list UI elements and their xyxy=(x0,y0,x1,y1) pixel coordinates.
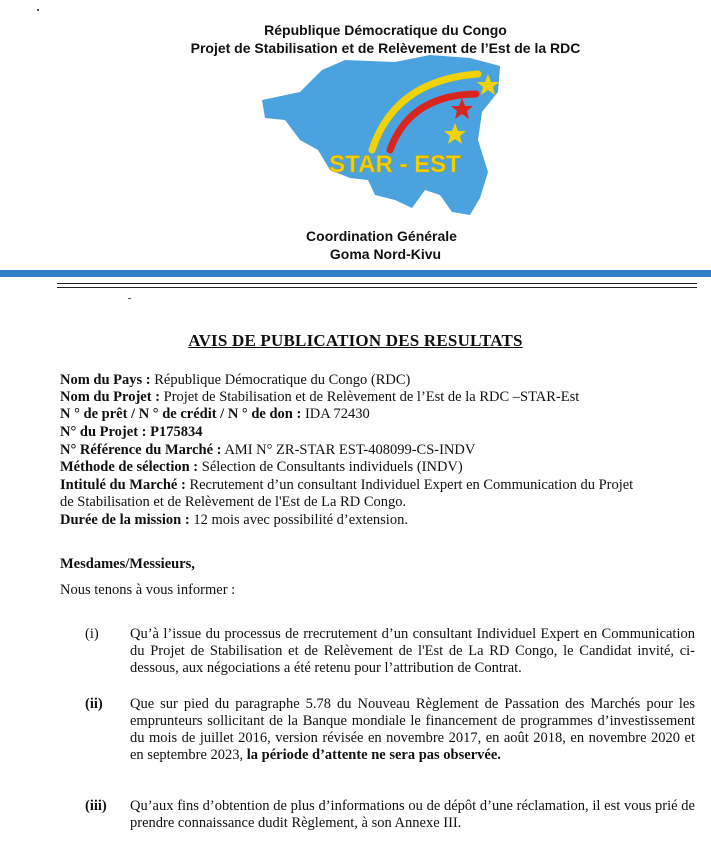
meta-label: N ° de prêt / N ° de crédit / N ° de don : xyxy=(60,406,302,422)
meta-value: Recrutement d’un consultant Individuel Expert en Communication du Projet xyxy=(185,477,634,493)
meta-line xyxy=(60,512,408,529)
salutation: Mesdames/Messieurs, xyxy=(60,556,195,572)
scan-speck xyxy=(128,298,131,299)
item-text xyxy=(130,696,695,764)
header-project: Projet de Stabilisation et de Relèvement de l’Est de la RDC xyxy=(190,40,581,56)
meta-line xyxy=(60,477,633,494)
meta-value: de Stabilisation et de Relèvement de l'Est de La RD Congo. xyxy=(60,494,407,510)
header-country: République Démocratique du Congo xyxy=(264,22,507,38)
item-number: (iii) xyxy=(85,798,107,814)
item-text xyxy=(130,626,695,677)
meta-label: N° Référence du Marché : xyxy=(60,442,222,458)
meta-value: République Démocratique du Congo (RDC) xyxy=(150,372,411,388)
meta-label: N° du Projet : P175834 xyxy=(60,424,203,440)
meta-label: Durée de la mission : xyxy=(60,512,190,528)
document-title: AVIS DE PUBLICATION DES RESULTATS xyxy=(188,331,523,350)
meta-line xyxy=(60,494,406,511)
item-text-main: Que sur pied du paragraphe 5.78 du Nouveau Règlement de Passation des Marchés pour les emprunteurs sollicitant de la Banque mondiale le financement de programmes d’investissement du mois de juillet 2016, version révisée en novembre 2017, en août 2018, en novembre 2020 et en septembre 2023, xyxy=(130,696,695,763)
meta-line xyxy=(60,442,475,459)
meta-line xyxy=(60,406,370,423)
meta-value: Sélection de Consultants individuels (INDV) xyxy=(198,459,463,475)
header-band xyxy=(0,270,711,277)
meta-value: Projet de Stabilisation et de Relèvement de l’Est de la RDC –STAR-Est xyxy=(160,389,580,405)
star-est-logo xyxy=(0,0,711,225)
intro-text: Nous tenons à vous informer : xyxy=(60,582,236,598)
meta-line xyxy=(60,424,202,441)
meta-value: 12 mois avec possibilité d’extension. xyxy=(189,512,408,528)
meta-label: Nom du Pays : xyxy=(60,372,151,388)
meta-line xyxy=(60,459,463,476)
divider-line xyxy=(57,287,697,288)
item-text xyxy=(130,798,695,832)
meta-line xyxy=(60,372,410,389)
divider-line xyxy=(57,283,697,284)
meta-label: Méthode de sélection : xyxy=(60,459,199,475)
item-text-main: Qu’à l’issue du processus de rrecrutement d’un consultant Individuel Expert en Communication du Projet de Stabilisation et de Relèvement de l'Est de La RD Congo, le Candidat invité, ci-dessous, aux négociations a été retenu pour l’attribution de Contrat. xyxy=(130,626,695,676)
item-number: (i) xyxy=(85,626,99,642)
item-text-main: Qu’aux fins d’obtention de plus d’informations ou de dépôt d’une réclamation, il est vous prié de prendre connaissance dudit Règlement, à son Annexe III. xyxy=(130,798,695,831)
coordination-label: Coordination Générale xyxy=(306,228,457,244)
location-label: Goma Nord-Kivu xyxy=(329,246,442,262)
meta-label: Intitulé du Marché : xyxy=(60,477,186,493)
logo-text: STAR - EST xyxy=(329,151,461,178)
meta-line xyxy=(60,389,579,406)
meta-value: AMI N° ZR-STAR EST-408099-CS-INDV xyxy=(221,442,476,458)
meta-label: Nom du Projet : xyxy=(60,389,161,405)
item-text-bold: la période d’attente ne sera pas observée. xyxy=(246,747,501,763)
item-number: (ii) xyxy=(85,696,103,712)
meta-value: IDA 72430 xyxy=(301,406,370,422)
